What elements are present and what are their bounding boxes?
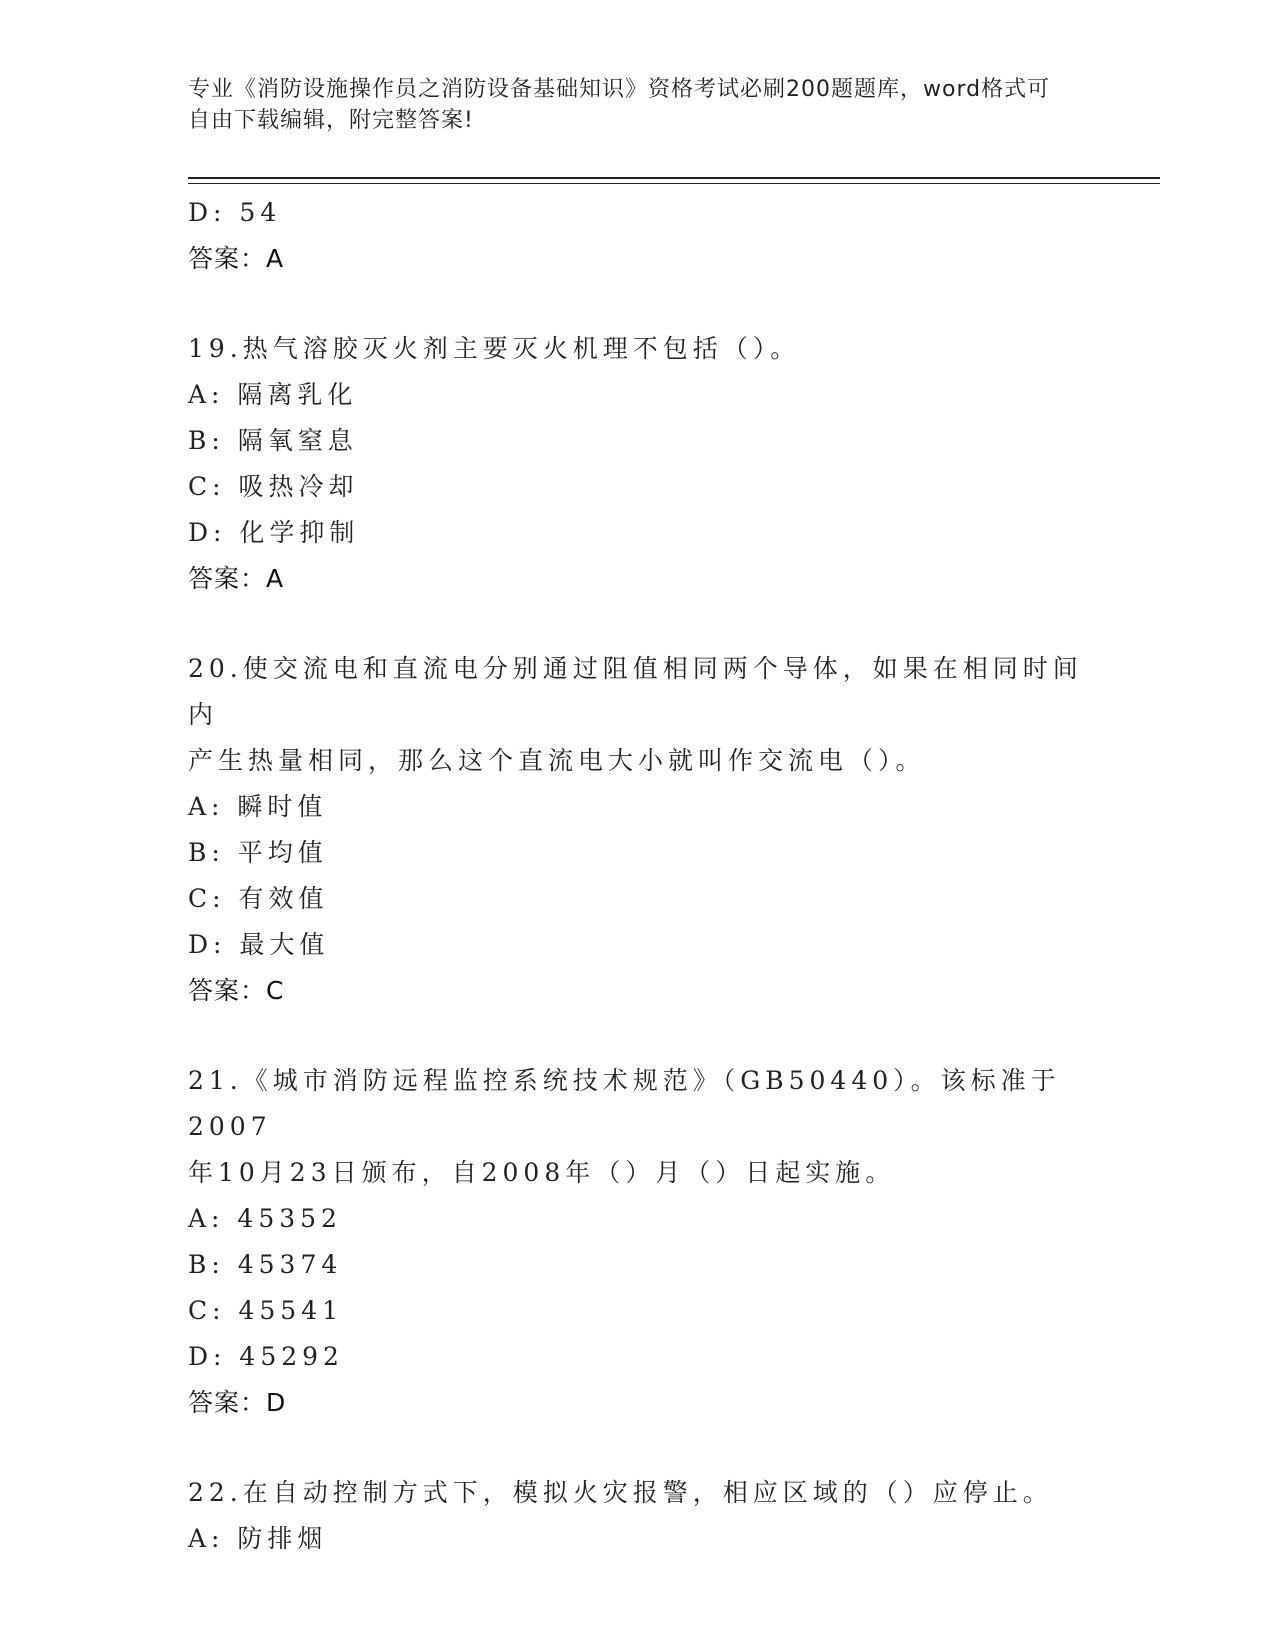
option-d: D: 54 <box>188 198 282 227</box>
question-list <box>188 190 1088 1562</box>
option-a: A: 瞬时值 <box>188 792 328 821</box>
answer: 答案：A <box>188 244 285 273</box>
option-b: B: 45374 <box>188 1250 343 1279</box>
question-text: 22.在自动控制方式下，模拟火灾报警，相应区域的（）应停止。 <box>188 1478 1053 1507</box>
option-a: A: 45352 <box>188 1204 342 1233</box>
question-text: 21.《城市消防远程监控系统技术规范》（GB50440）。该标准于2007 年10月23日颁布，自2008年（）月（）日起实施。 <box>188 1066 1061 1187</box>
option-d: D: 最大值 <box>188 930 330 959</box>
question-22 <box>188 1470 1088 1562</box>
question-20 <box>188 646 1088 1014</box>
header-rule-thin <box>188 183 1160 184</box>
option-d: D: 45292 <box>188 1342 344 1371</box>
option-d: D: 化学抑制 <box>188 518 360 547</box>
option-c: C: 吸热冷却 <box>188 472 359 501</box>
document-header <box>188 74 1068 136</box>
answer: 答案：A <box>188 564 285 593</box>
option-a: A: 隔离乳化 <box>188 380 358 409</box>
question-19 <box>188 326 1088 602</box>
question-text: 19.热气溶胶灭火剂主要灭火机理不包括（）。 <box>188 334 801 363</box>
answer: 答案：D <box>188 1388 287 1417</box>
option-a: A: 防排烟 <box>188 1524 328 1553</box>
header-text: 专业《消防设施操作员之消防设备基础知识》资格考试必刷200题题库，word格式可自由下载编辑，附完整答案! <box>188 77 1051 133</box>
option-b: B: 平均值 <box>188 838 328 867</box>
option-c: C: 45541 <box>188 1296 344 1325</box>
question-text: 20.使交流电和直流电分别通过阻值相同两个导体，如果在相同时间内 产生热量相同，那么这个直流电大小就叫作交流电（）。 <box>188 654 1083 775</box>
question-21 <box>188 1058 1088 1426</box>
answer: 答案：C <box>188 976 285 1005</box>
option-b: B: 隔氧窒息 <box>188 426 358 455</box>
option-c: C: 有效值 <box>188 884 329 913</box>
header-rule-thick <box>188 177 1160 179</box>
